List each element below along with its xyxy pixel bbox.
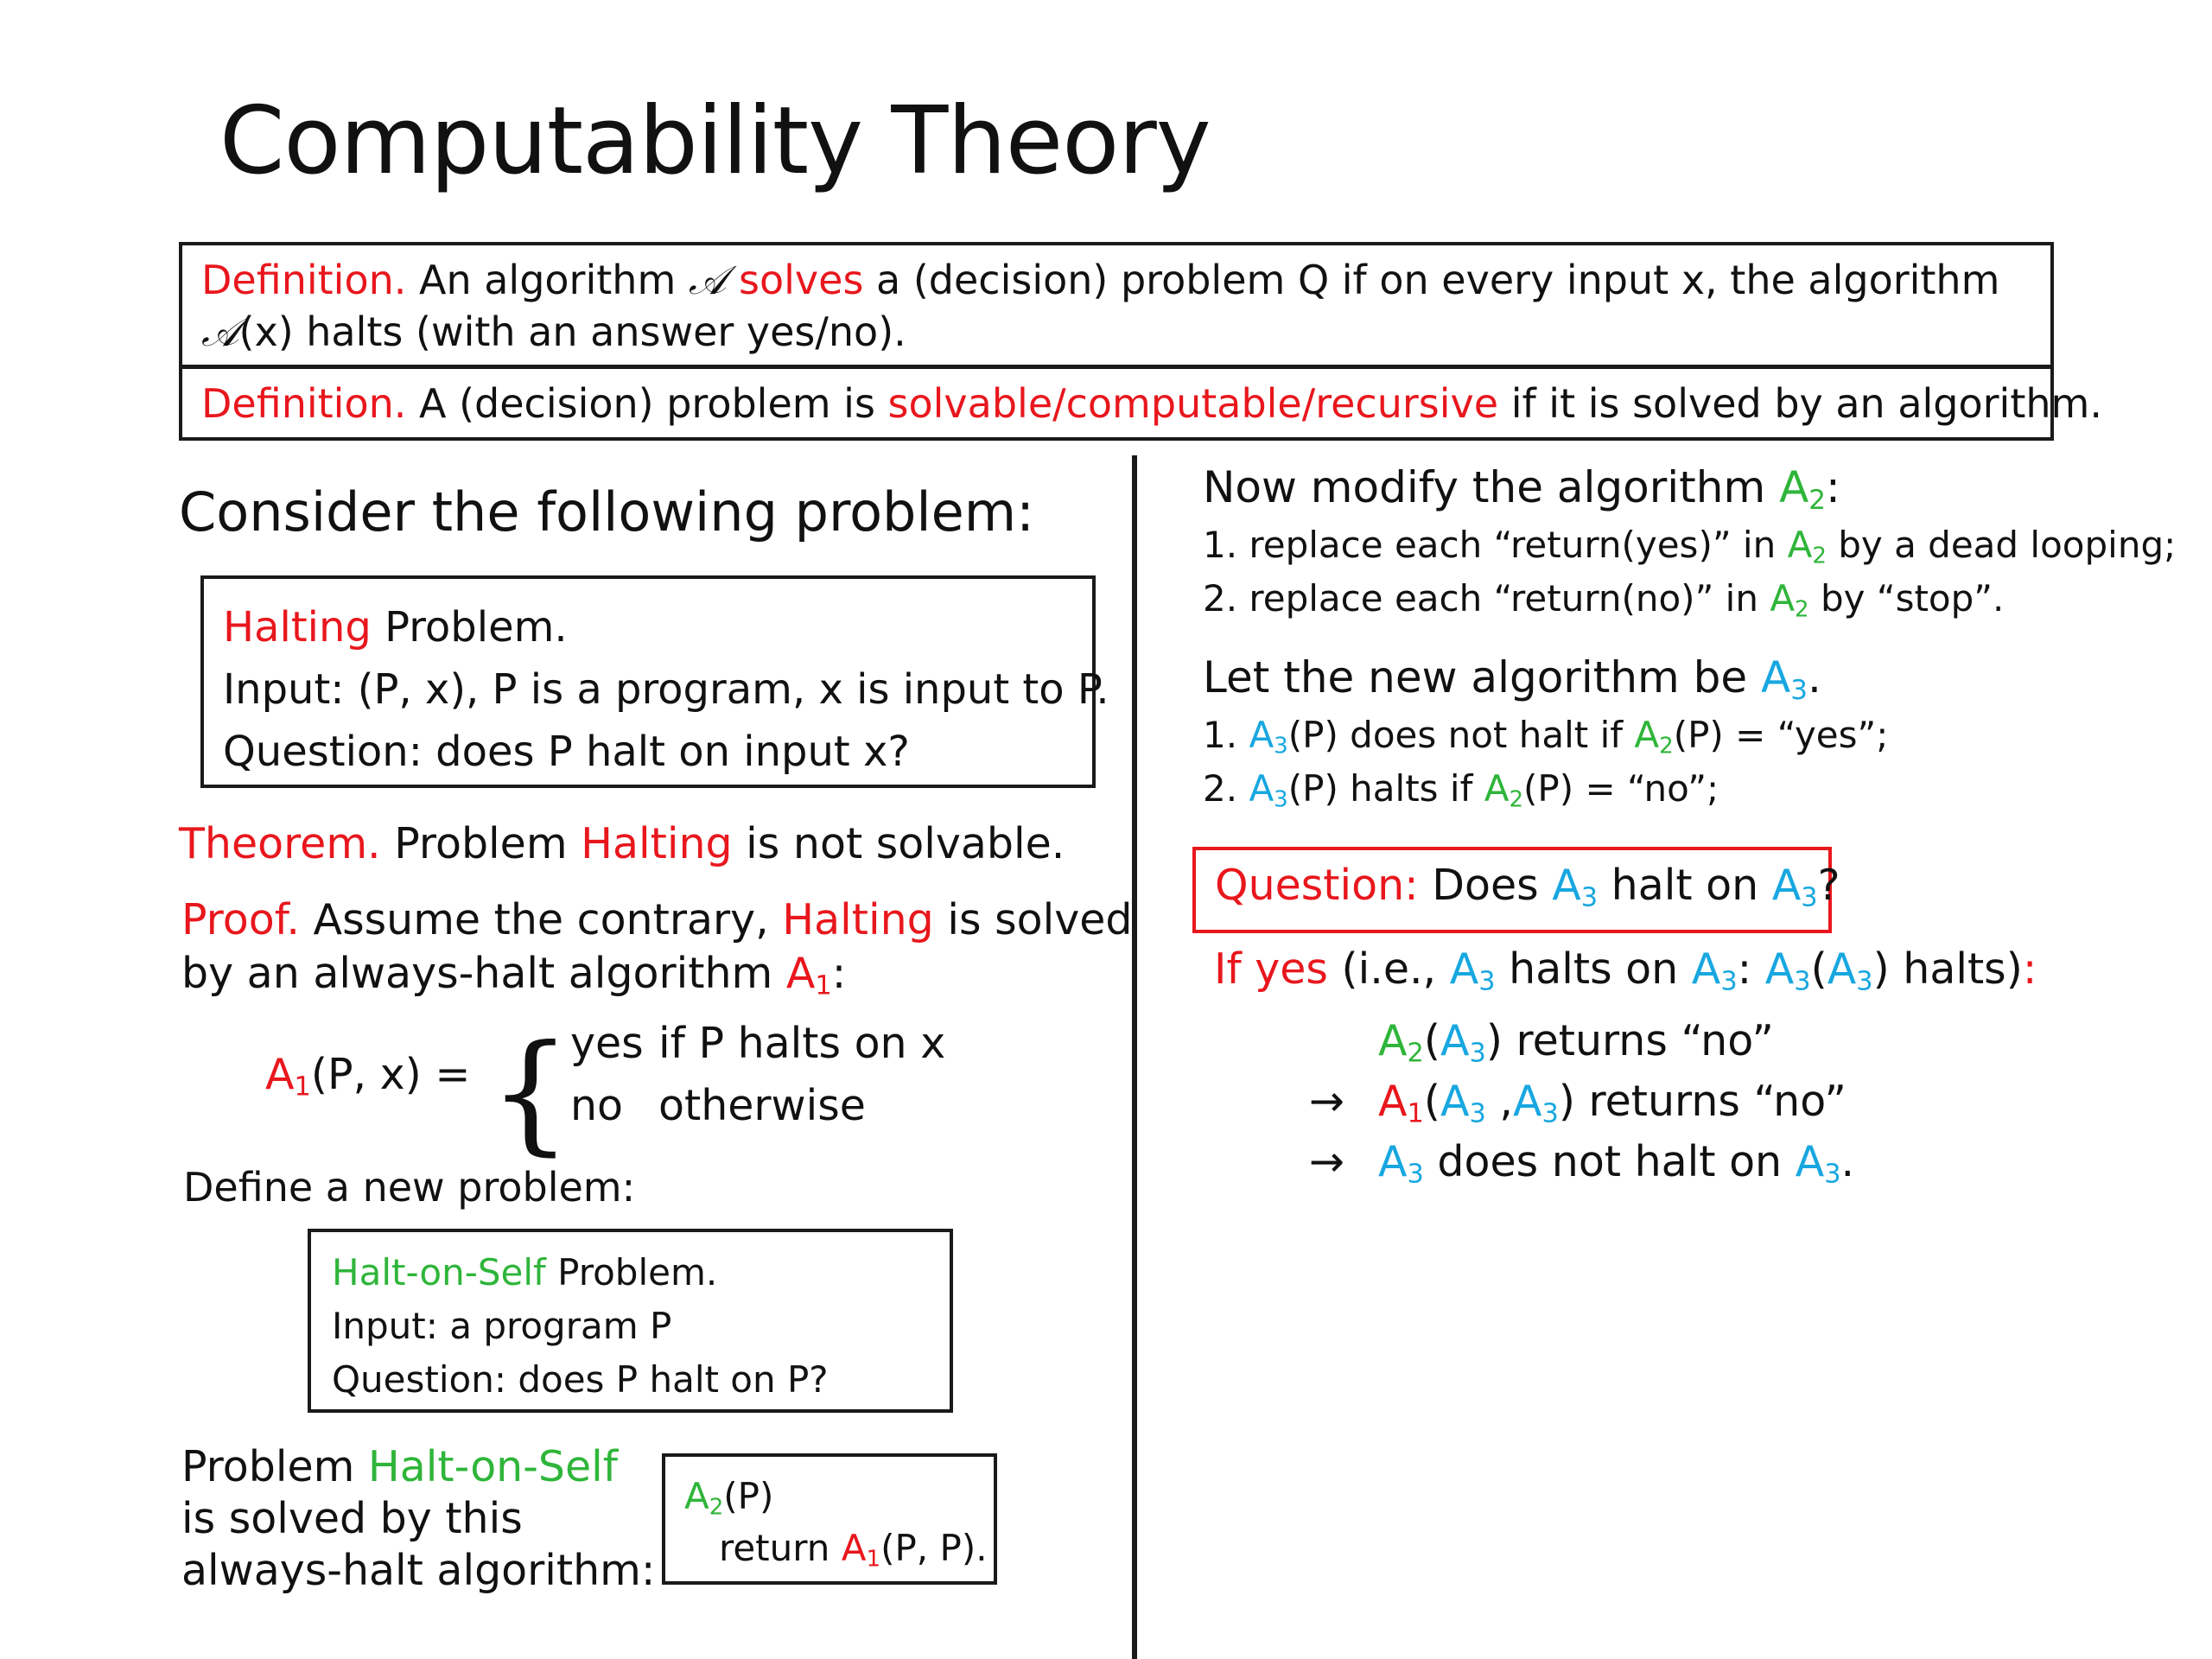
arrow-icon: → <box>1309 1077 1345 1126</box>
chain-step: $A_2(A_3)$ returns “no” <box>1378 1016 1774 1069</box>
new-algorithm-heading: Let the new algorithm be $A_3$. <box>1203 652 1821 706</box>
page-title: Computability Theory <box>219 87 1211 195</box>
list-item: 2. replace each “return(no)” in $A_2$ by “stop”. <box>1203 577 2005 623</box>
modify-heading: Now modify the algorithm $A_2$: <box>1203 462 1840 516</box>
definition-box-solvable: Definition. A (decision) problem is solvable/computable/recursive if it is solved by an algorithm. <box>179 366 2054 441</box>
definition-label: Definition. <box>201 257 407 303</box>
implication-chain <box>1309 1011 1854 1192</box>
definition-box-solves: Definition. An algorithm 𝒜 solves a (decision) problem Q if on every input x, the algorithm 𝒜(x) halts (with an answer yes/no). <box>179 242 2054 367</box>
consider-heading: Consider the following problem: <box>179 480 1035 543</box>
chain-step: → $A_1(A_3$ $,A_3$) returns “no” <box>1309 1071 1854 1132</box>
list-item: 2. $A_3(P)$ halts if $A_2(P)$ = “no”; <box>1203 767 1719 813</box>
if-yes-statement: If yes (i.e., $A_3$ halts on $A_3$: $A_3(A_3)$ halts): <box>1214 944 2037 997</box>
keyword-solvable: solvable/computable/recursive <box>887 380 1499 427</box>
a1-cases: yes if P halts on x no otherwise <box>570 1019 946 1130</box>
list-item: 1. replace each “return(yes)” in $A_2$ by a dead looping; <box>1203 524 2177 569</box>
theorem-statement: Theorem. Problem Halting is not solvable. <box>179 819 1065 868</box>
column-divider <box>1132 455 1137 1659</box>
halt-on-self-box: Halt-on-Self Problem. Input: a program P Question: does P halt on P? <box>308 1229 953 1413</box>
a2-algorithm-box: $A_2(P)$ return $A_1(P$, P). <box>662 1453 997 1585</box>
modify-list <box>1203 518 2176 626</box>
definition-label: Definition. <box>201 380 407 427</box>
halting-question: Question: does P halt on input x? <box>223 728 910 776</box>
question-box: Question: Does $A_3$ halt on $A_3$? <box>1192 847 1832 933</box>
keyword-solves: solves <box>739 257 864 303</box>
arrow-icon: → <box>1309 1137 1345 1186</box>
halting-problem-box: Halting Problem. Input: (P, x), P is a program, x is input to P. Question: does P halt on input x? <box>200 575 1096 788</box>
define-heading: Define a new problem: <box>183 1164 636 1211</box>
list-item: 1. $A_3(P)$ does not halt if $A_2(P)$ = “yes”; <box>1203 714 1889 760</box>
algorithm-symbol: 𝒜 <box>688 257 727 303</box>
solved-by-text: Problem Halt-on-Self is solved by this always-halt algorithm: <box>181 1442 656 1595</box>
a1-definition: $A_1(P$, x) = <box>265 1050 471 1103</box>
chain-step: → $A_3$ does not halt on $A_3$. <box>1309 1132 1854 1192</box>
proof-statement: Proof. Assume the contrary, Halting is solved by an always-halt algorithm $A_1$: <box>181 895 1133 1001</box>
halting-name: Halting <box>223 603 372 652</box>
new-algorithm-list <box>1203 709 1888 816</box>
left-brace: { <box>489 1018 572 1168</box>
halting-input: Input: (P, x), P is a program, x is input to P. <box>223 665 1109 714</box>
